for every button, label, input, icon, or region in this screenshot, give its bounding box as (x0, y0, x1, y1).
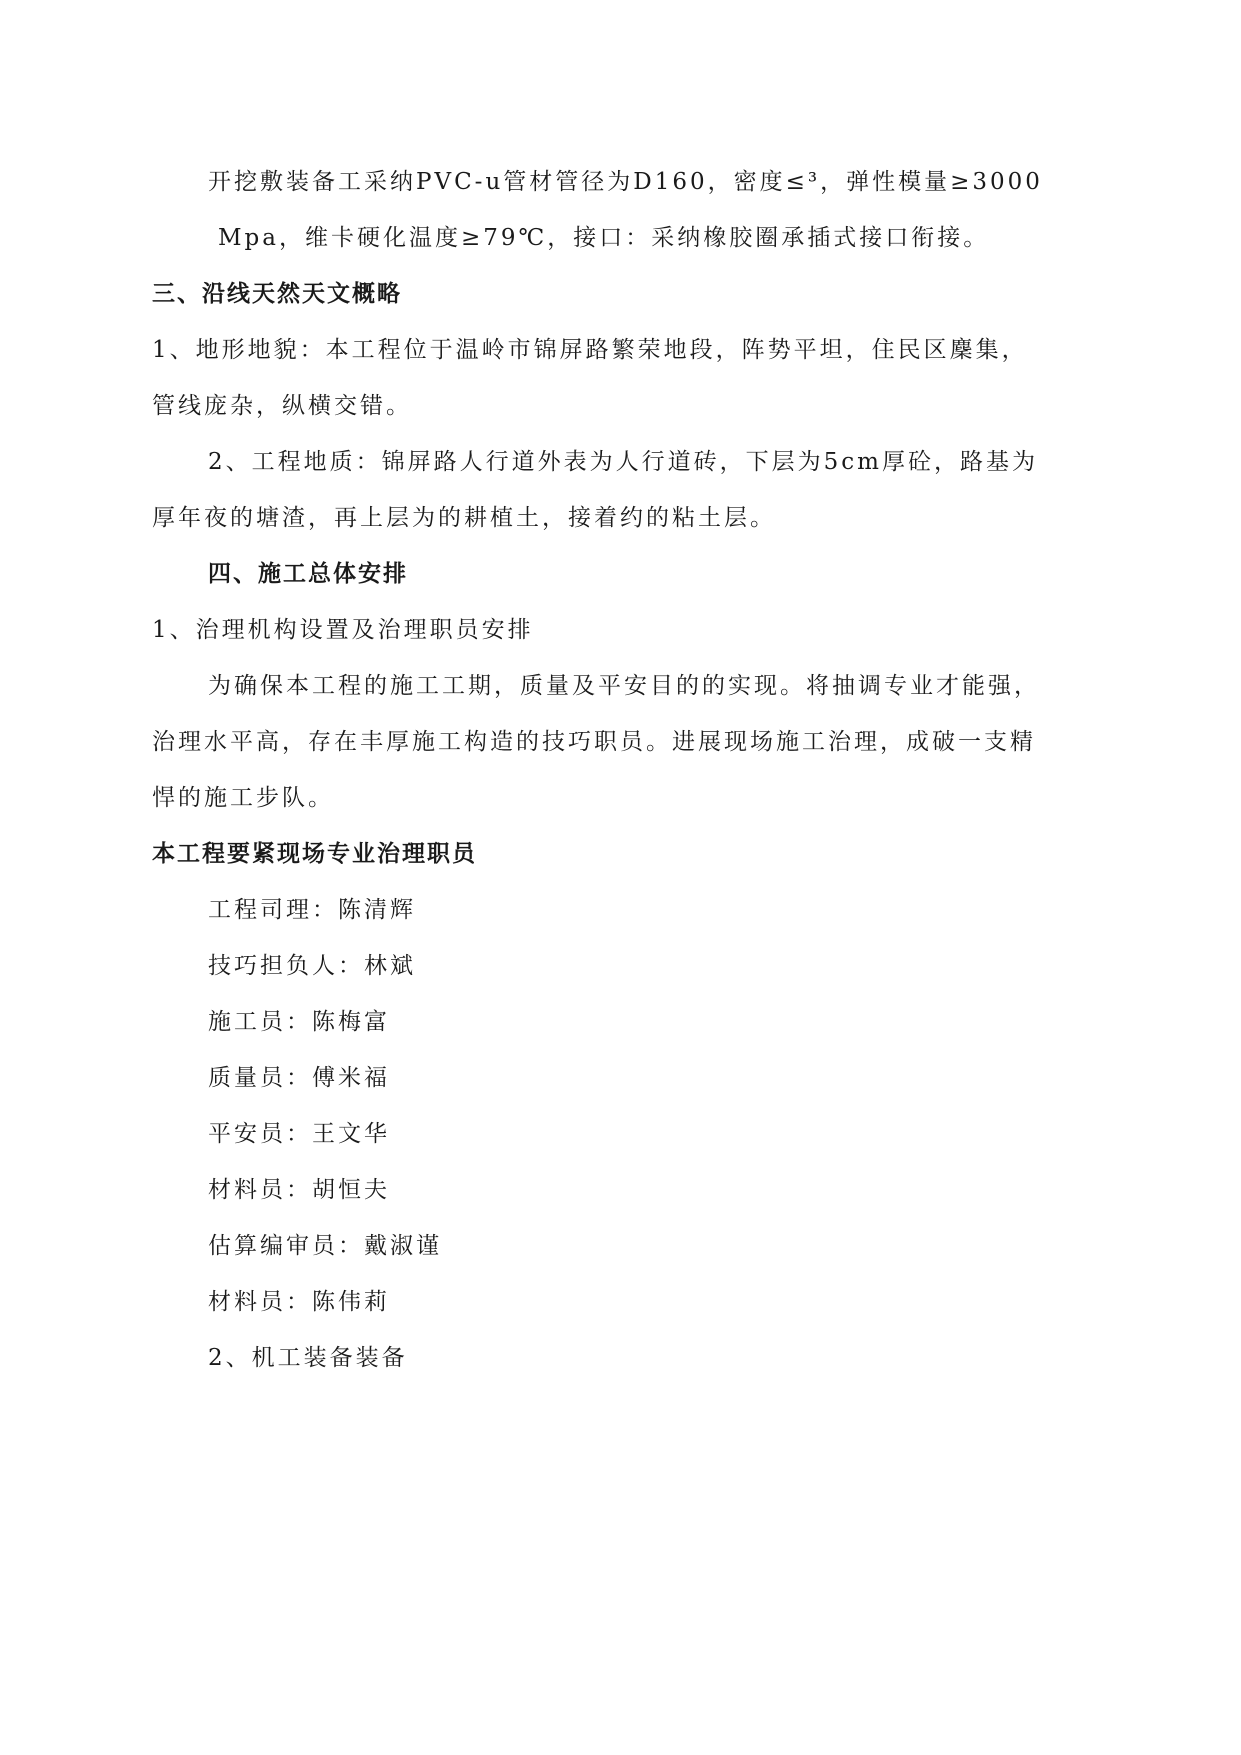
staff-item-project-manager: 工程司理：陈清辉 (208, 897, 416, 923)
paragraph-geology-line-1: 2、工程地质：锦屏路人行道外表为人行道砖，下层为5cm厚砼，路基为 (208, 449, 1038, 475)
paragraph-terrain-line-2: 管线庞杂，纵横交错。 (152, 393, 412, 419)
section-heading-construction-plan: 四、施工总体安排 (208, 561, 408, 587)
paragraph-pipe-spec-line-1: 开挖敷装备工采纳PVC-u管材管径为D160，密度≤³，弹性模量≥3000 (208, 169, 1043, 195)
paragraph-pipe-spec-line-2: Mpa，维卡硬化温度≥79℃，接口：采纳橡胶圈承插式接口衔接。 (218, 225, 990, 251)
staff-item-materials-officer-1: 材料员：胡恒夫 (208, 1177, 390, 1203)
staff-item-quality-officer: 质量员：傅米福 (208, 1065, 390, 1091)
staff-item-technical-lead: 技巧担负人：林斌 (208, 953, 416, 979)
subheading-management-setup: 1、治理机构设置及治理职员安排 (152, 617, 534, 643)
staff-item-safety-officer: 平安员：王文华 (208, 1121, 390, 1147)
paragraph-staffing-line-3: 悍的施工步队。 (152, 785, 334, 811)
staff-item-budget-reviewer: 估算编审员：戴淑谨 (208, 1233, 442, 1259)
staff-item-materials-officer-2: 材料员：陈伟莉 (208, 1289, 390, 1315)
section-heading-natural-overview: 三、沿线天然天文概略 (152, 281, 402, 307)
section-heading-key-staff: 本工程要紧现场专业治理职员 (152, 841, 477, 867)
staff-item-construction-officer: 施工员：陈梅富 (208, 1009, 390, 1035)
paragraph-staffing-line-2: 治理水平高，存在丰厚施工构造的技巧职员。进展现场施工治理，成破一支精 (152, 729, 1036, 755)
paragraph-geology-line-2: 厚年夜的塘渣，再上层为的耕植土，接着约的粘土层。 (152, 505, 776, 531)
paragraph-terrain-line-1: 1、地形地貌：本工程位于温岭市锦屏路繁荣地段，阵势平坦，住民区麇集， (152, 337, 1028, 363)
paragraph-staffing-line-1: 为确保本工程的施工工期，质量及平安目的的实现。将抽调专业才能强， (208, 673, 1040, 699)
subheading-equipment: 2、机工装备装备 (208, 1345, 408, 1371)
